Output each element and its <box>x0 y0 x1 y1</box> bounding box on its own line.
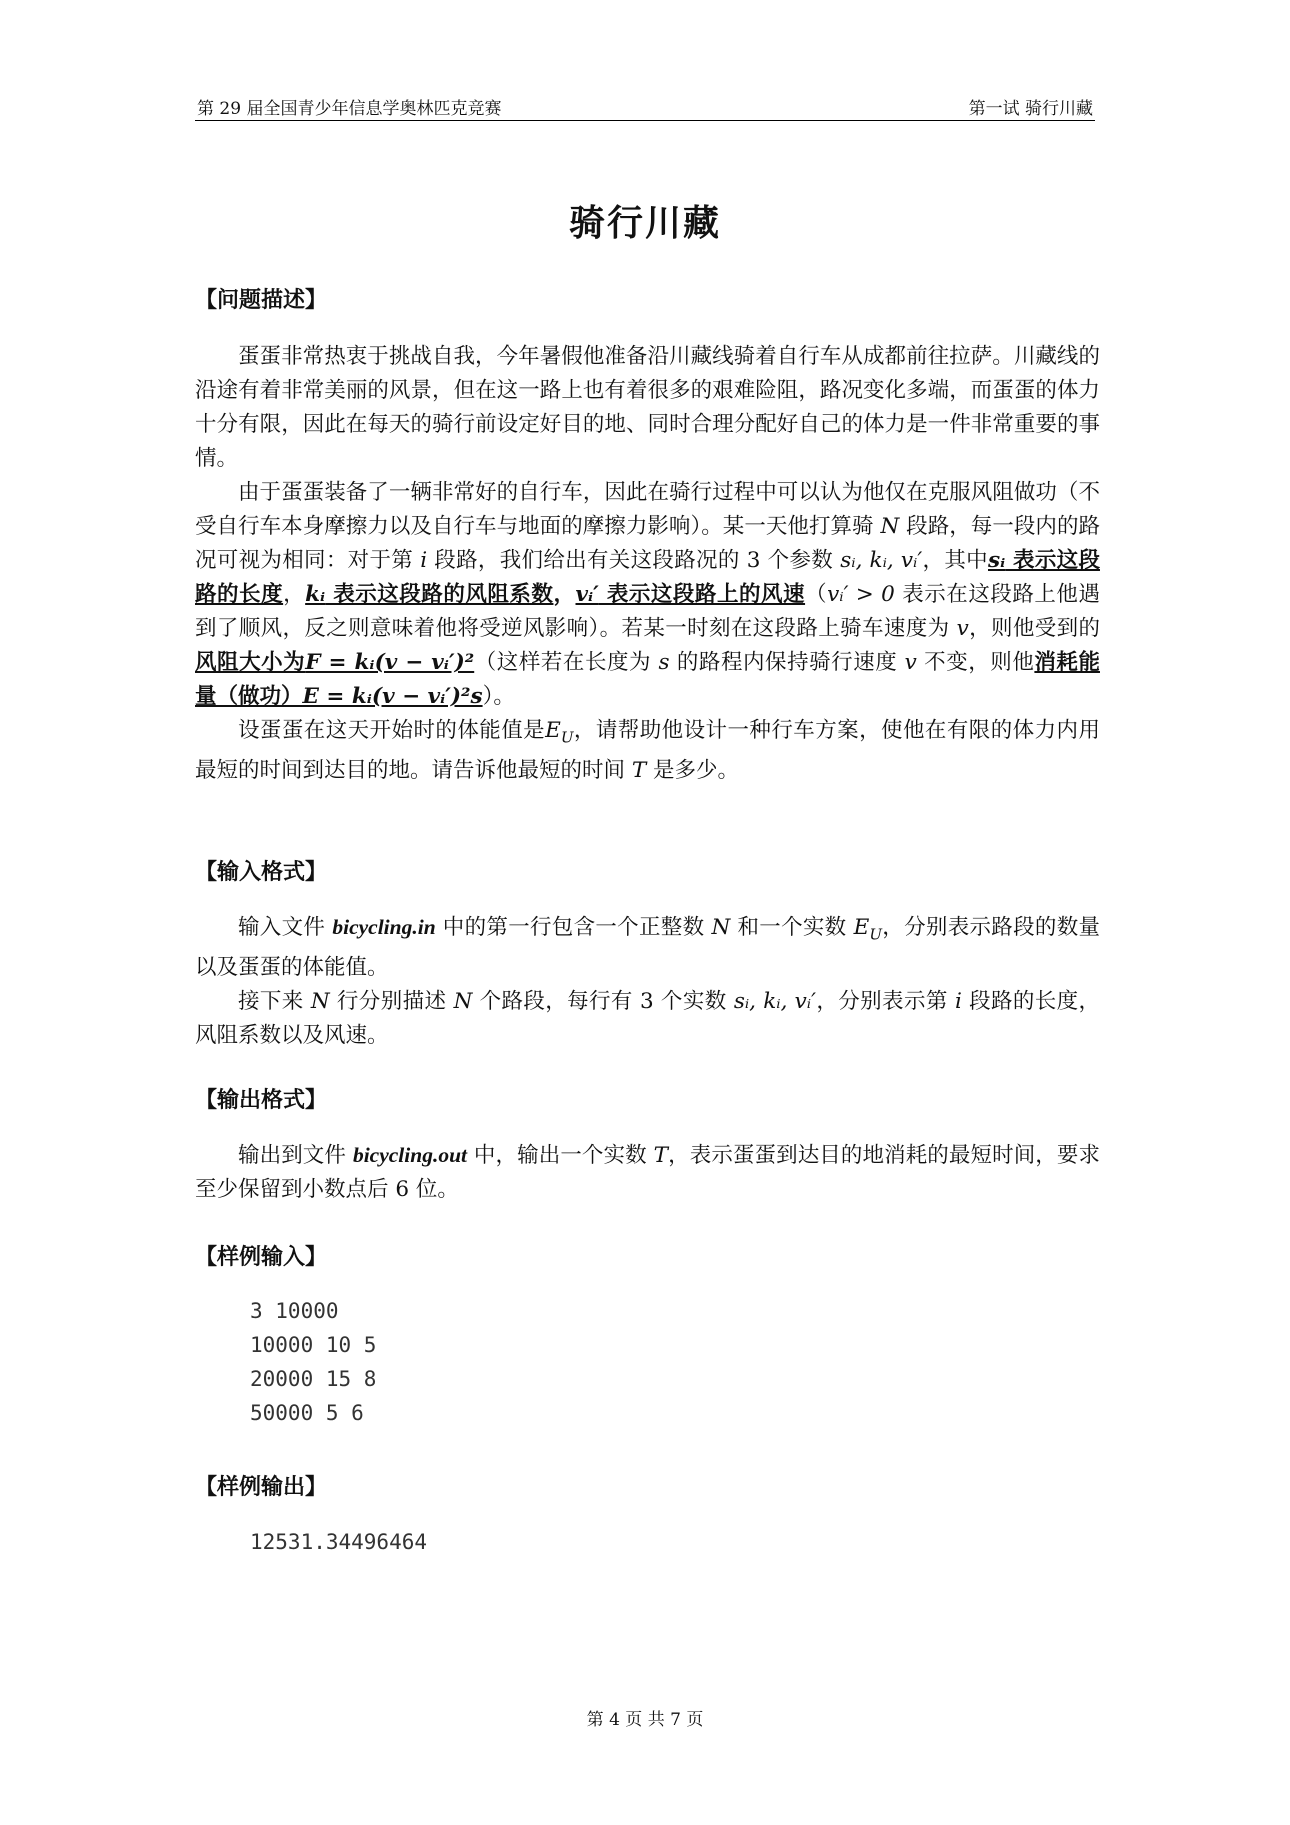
section-sample-output-heading: 【样例输出】 <box>195 1475 328 1500</box>
input-paragraph-2: 接下来 N 行分别描述 N 个路段，每行有 3 个实数 sᵢ, kᵢ, vᵢ′，分别表示第 i 段路的长度，风阻系数以及风速。 <box>195 989 1100 1049</box>
problem-paragraph-1: 蛋蛋非常热衷于挑战自我，今年暑假他准备沿川藏线骑着自行车从成都前往拉萨。川藏线的沿途有着非常美丽的风景，但在这一路上也有着很多的艰难险阻，路况变化多端，而蛋蛋的体力十分有限，因此在每天的骑行前设定好目的地、同时合理分配好自己的体力是一件非常重要的事情。 <box>195 344 1100 471</box>
input-file-name: bicycling.in <box>332 915 436 939</box>
problem-description <box>195 340 1100 788</box>
output-file-name: bicycling.out <box>352 1143 467 1167</box>
section-input-heading: 【输入格式】 <box>195 860 328 885</box>
force-formula: 风阻大小为F = kᵢ(v − vᵢ′)² <box>195 650 475 675</box>
page-title: 骑行川藏 <box>568 203 721 244</box>
page-footer: 第 4 页 共 7 页 <box>586 1710 704 1730</box>
k-definition: kᵢ 表示这段路的风阻系数 <box>305 582 554 607</box>
s-definition: sᵢ 表示这段路的长度 <box>195 548 1100 607</box>
contest-name: 第 29 届全国青少年信息学奥林匹克竞赛 <box>197 99 502 119</box>
sample-output-code: 12531.34496464 <box>250 1530 428 1554</box>
section-sample-input-heading: 【样例输入】 <box>195 1245 328 1270</box>
input-format-text <box>195 910 1100 1053</box>
energy-formula: 消耗能量（做功）E = kᵢ(v − vᵢ′)²s <box>195 650 1100 709</box>
sample-input-code: 3 10000 10000 10 5 20000 15 8 50000 5 6 <box>250 1299 377 1425</box>
section-problem-heading: 【问题描述】 <box>195 288 328 313</box>
output-paragraph: 输出到文件 bicycling.out 中，输出一个实数 T，表示蛋蛋到达目的地消耗的最短时间，要求至少保留到小数点后 6 位。 <box>195 1143 1100 1202</box>
page-header <box>195 90 1095 121</box>
section-output-heading: 【输出格式】 <box>195 1088 328 1113</box>
problem-paragraph-3: 设蛋蛋在这天开始时的体能值是$E_U$，请帮助他设计一种行车方案，使他在有限的体力内用最短的时间到达目的地。请告诉他最短的时间 T 是多少。 <box>195 718 1100 784</box>
problem-round: 第一试 骑行川藏 <box>968 99 1093 119</box>
output-format-text <box>195 1138 1100 1207</box>
problem-paragraph-2: 由于蛋蛋装备了一辆非常好的自行车，因此在骑行过程中可以认为他仅在克服风阻做功（不受自行车本身摩擦力以及自行车与地面的摩擦力影响）。某一天他打算骑 N 段路，每一段内的路况可视为相同：对于第 i 段路，我们给出有关这段路况的 3 个参数 sᵢ, kᵢ, vᵢ′，其中sᵢ 表示这段路的长度，kᵢ 表示这段路的风阻系数，vᵢ′ 表示这段路上的风速（vᵢ′ > 0 表示在这段路上他遇到了顺风，反之则意味着他将受逆风影响）。若某一时刻在这段路上骑车速度为 v，则他受到的风阻大小为F = kᵢ(v − vᵢ′)²（这样若在长度为 s 的路程内保持骑行速度 v 不变，则他消耗能量（做功）E = kᵢ(v − vᵢ′)²s）。 <box>195 480 1100 709</box>
v-definition: vᵢ′ 表示这段路上的风速 <box>575 582 806 607</box>
input-paragraph-1: 输入文件 bicycling.in 中的第一行包含一个正整数 N 和一个实数 $E_U$，分别表示路段的数量以及蛋蛋的体能值。 <box>195 915 1100 981</box>
